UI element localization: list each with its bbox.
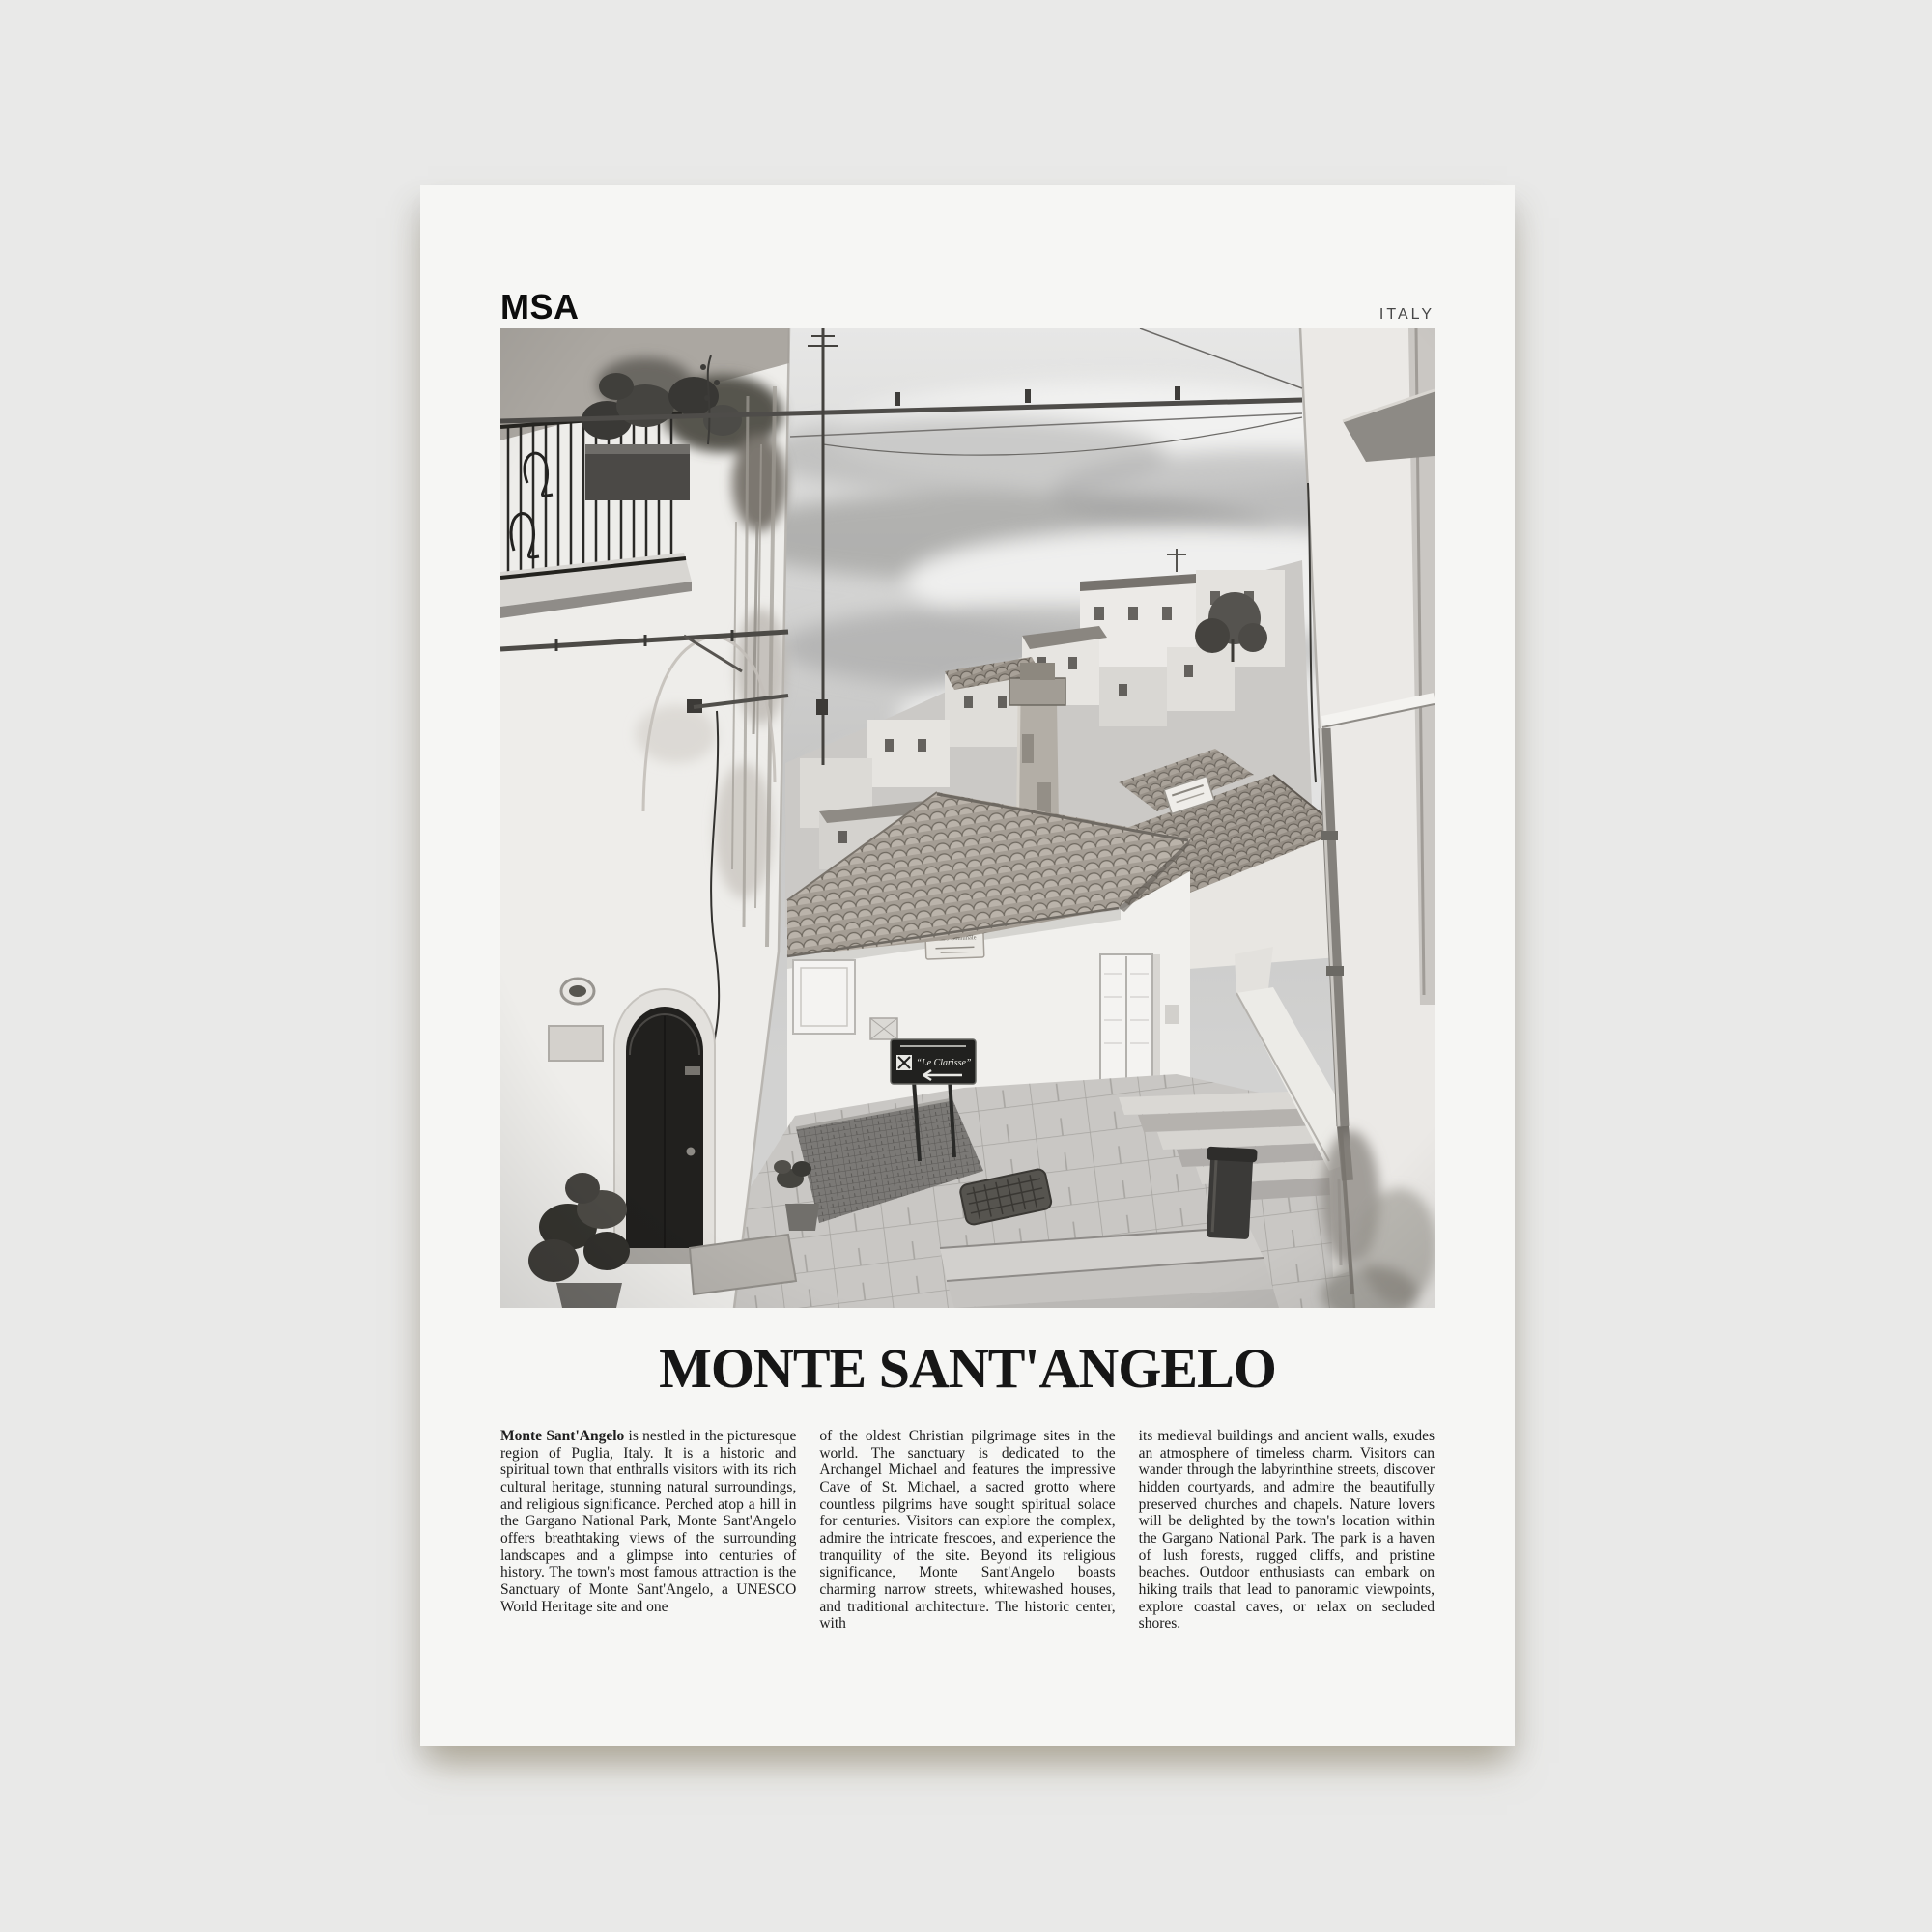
brand-mark: MSA [500, 287, 580, 327]
vignette [500, 328, 1435, 1308]
article-column-2 [819, 1428, 1115, 1633]
poster-header [500, 278, 1435, 325]
article-paragraph-3: its medieval buildings and ancient walls, exudes an atmosphere of timeless charm. Visitors can wander through the labyrinthine streets, discover hidden courtyards, and admire the beautifully preserved churches and chapels. Nature lovers will be delighted by the town's location within the Gargano National Park. The park is a haven of lush forests, rugged cliffs, and pristine beaches. Outdoor enthusiasts can embark on hiking trails that lead to panoramic viewpoints, explore coastal caves, or relax on secluded shores. [1138, 1428, 1435, 1633]
article-column-3 [1139, 1428, 1435, 1633]
article-column-1 [500, 1428, 796, 1633]
travel-poster [420, 185, 1515, 1746]
photo-illustration [500, 328, 1435, 1308]
article [500, 1428, 1435, 1633]
article-paragraph-1 [500, 1428, 796, 1615]
article-lead: Monte Sant'Angelo [500, 1428, 625, 1444]
article-paragraph-2: of the oldest Christian pilgrimage sites in the world. The sanctuary is dedicated to the Archangel Michael and features the impressive Cave of St. Michael, a sacred grotto where countless pilgrims have sought spiritual solace for centuries. Visitors can explore the complex, admire the intricate frescoes, and experience the tranquility of the site. Beyond its religious significance, Monte Sant'Angelo boasts charming narrow streets, whitewashed houses, and traditional architecture. The historic center, with [819, 1428, 1116, 1633]
country-label: ITALY [1378, 306, 1435, 323]
poster-title: MONTE SANT'ANGELO [659, 1337, 1276, 1400]
article-text-1: is nestled in the picturesque region of Puglia, Italy. It is a historic and spiritual town that enthralls visitors with its rich cultural heritage, stunning natural surroundings, and religious significance. Perched atop a hill in the Gargano National Park, Monte Sant'Angelo offers breathtaking views of the surrounding landscapes and a glimpse into centuries of history. The town's most famous attraction is the Sanctuary of Monte Sant'Angelo, a UNESCO World Heritage site and one [500, 1428, 797, 1615]
street-photo [500, 328, 1435, 1308]
